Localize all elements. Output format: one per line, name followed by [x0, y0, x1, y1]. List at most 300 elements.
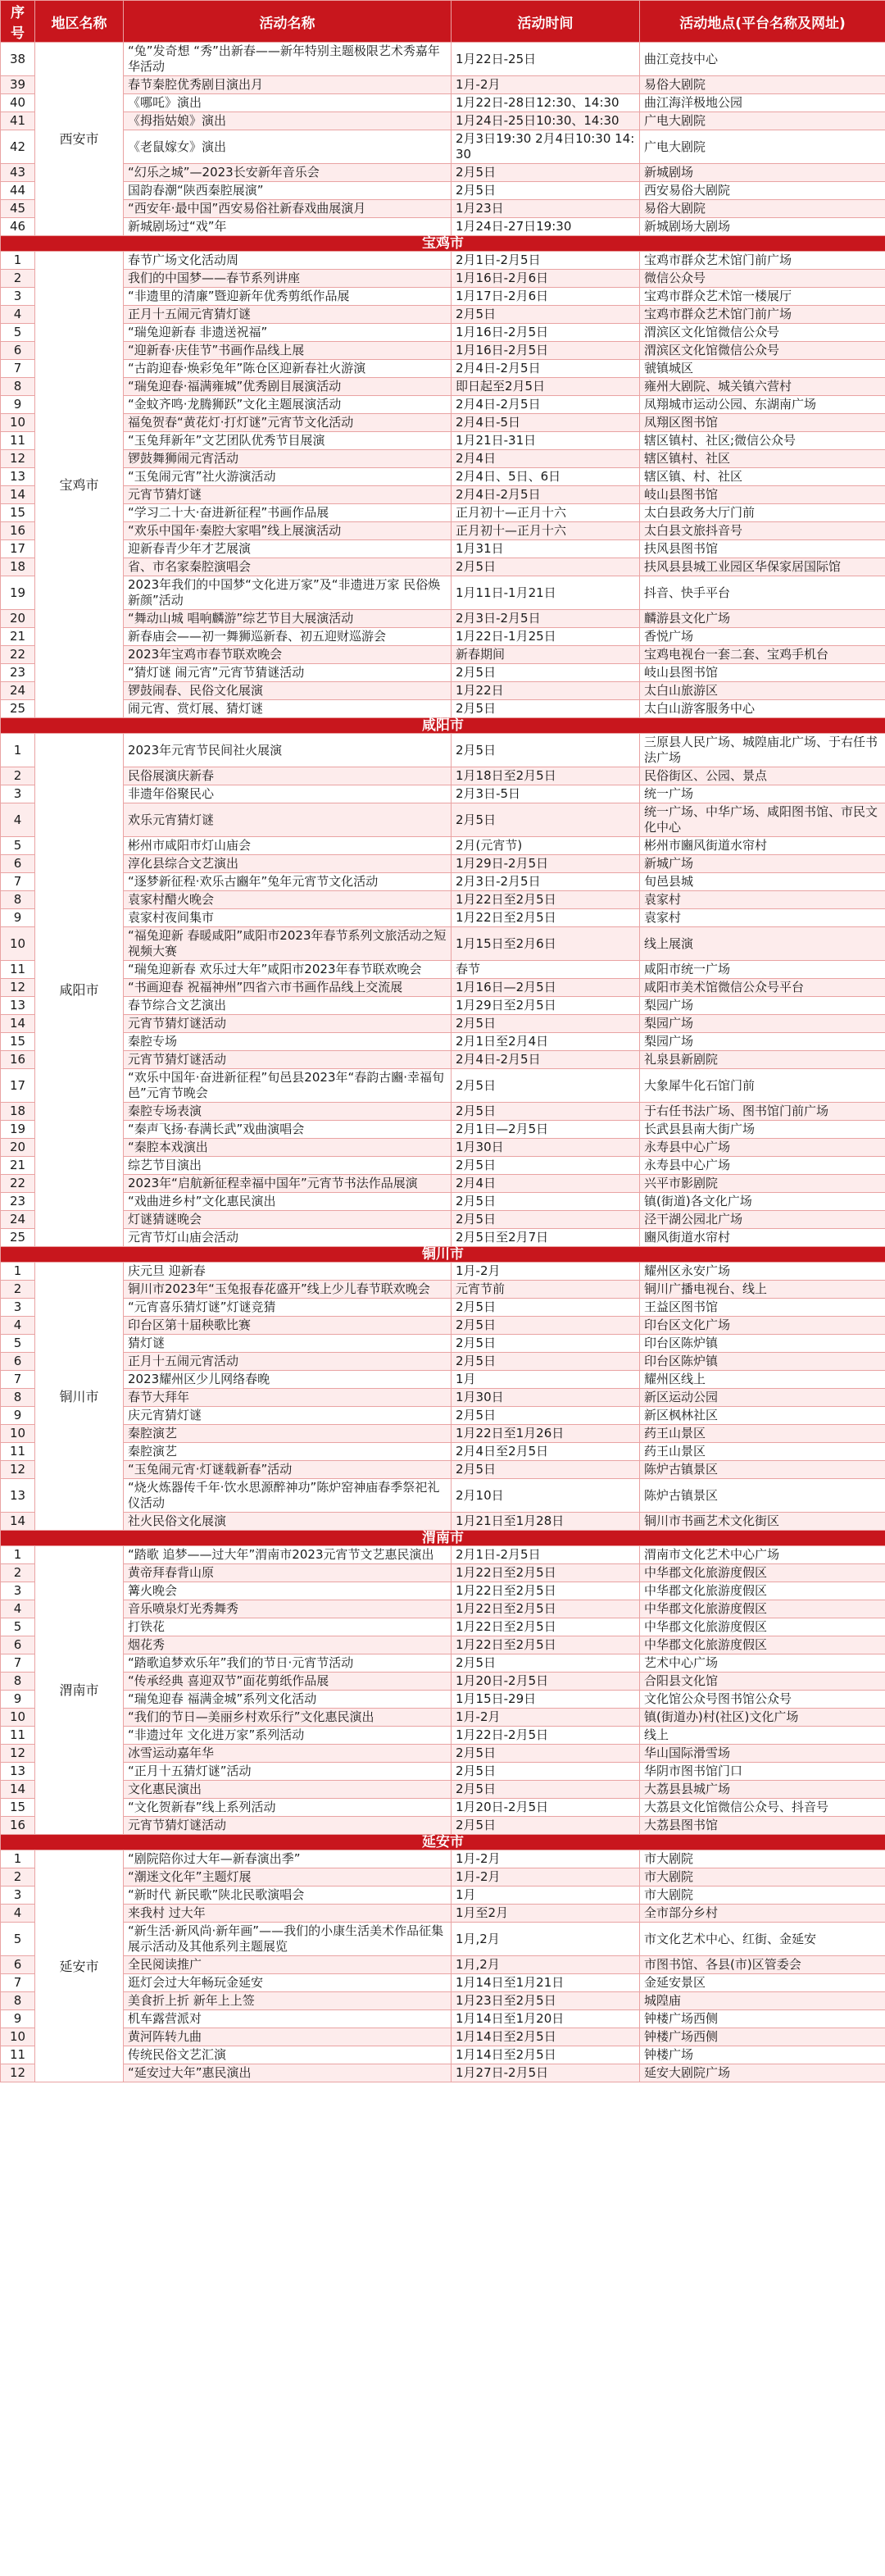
activity-place: 西安易俗大剧院: [640, 182, 885, 200]
activity-place: 中华郡文化旅游度假区: [640, 1636, 885, 1654]
activity-place: 太白县政务大厅门前: [640, 504, 885, 522]
activity-time: 2月1日—2月5日: [452, 1121, 640, 1139]
activity-name: 来我村 过大年: [124, 1905, 452, 1923]
activity-name: 社火民俗文化展演: [124, 1513, 452, 1531]
activity-time: 正月初十—正月十六: [452, 522, 640, 540]
activity-name: “欢乐中国年·秦腔大家唱”线上展演活动: [124, 522, 452, 540]
table-row: [1, 1443, 885, 1461]
activity-time: 1月: [452, 1886, 640, 1905]
row-seq: 16: [1, 522, 35, 540]
activity-name: “剧院陪你过大年—新春演出季”: [124, 1850, 452, 1868]
row-seq: 6: [1, 855, 35, 873]
activity-place: 彬州市豳风街道水帘村: [640, 837, 885, 855]
activity-time: 1月24日-25日10:30、14:30: [452, 112, 640, 130]
row-seq: 12: [1, 1745, 35, 1763]
row-seq: 19: [1, 576, 35, 610]
activity-name: 春节大拜年: [124, 1389, 452, 1407]
table-row: [1, 610, 885, 628]
activity-name: 淳化县综合文艺演出: [124, 855, 452, 873]
activity-name: 春节广场文化活动周: [124, 252, 452, 270]
row-seq: 11: [1, 1727, 35, 1745]
table-row: [1, 504, 885, 522]
activity-time: 1月22日至2月5日: [452, 1564, 640, 1582]
activity-name: “瑞兔迎新春 非遗送祝福”: [124, 324, 452, 342]
activity-time: 1月21日-31日: [452, 432, 640, 450]
table-row: [1, 1407, 885, 1425]
table-row: [1, 979, 885, 997]
activity-time: 正月初十—正月十六: [452, 504, 640, 522]
activity-name: “文化贺新春”线上系列活动: [124, 1799, 452, 1817]
city-heading-row: [1, 1835, 885, 1850]
activity-time: 2月5日: [452, 700, 640, 718]
activity-time: 1月-2月: [452, 1263, 640, 1281]
activity-name: 2023年元宵节民间社火展演: [124, 734, 452, 767]
table-row: [1, 1727, 885, 1745]
activity-time: 1月27日-2月5日: [452, 2064, 640, 2082]
activity-time: 2月5日: [452, 1299, 640, 1317]
table-row: [1, 1229, 885, 1247]
activity-time: 2月5日: [452, 1211, 640, 1229]
table-row: [1, 1763, 885, 1781]
activity-place: 扶风县图书馆: [640, 540, 885, 558]
table-row: [1, 1389, 885, 1407]
activity-name: “舞动山城 唱响麟游”综艺节目大展演活动: [124, 610, 452, 628]
activity-time: 1月31日: [452, 540, 640, 558]
table-row: [1, 1193, 885, 1211]
activity-name: 元宵节猜灯谜活动: [124, 1051, 452, 1069]
activity-name: 冰雪运动嘉年华: [124, 1745, 452, 1763]
activity-time: 2月5日: [452, 803, 640, 837]
activity-name: “玉兔拜新年”文艺团队优秀节目展演: [124, 432, 452, 450]
activity-name: “玉兔闹元宵”社火游演活动: [124, 468, 452, 486]
activity-name: 文化惠民演出: [124, 1781, 452, 1799]
activity-time: 2月3日-5日: [452, 785, 640, 803]
activity-time: 2月4日-2月5日: [452, 396, 640, 414]
activity-time: 2月1日-2月5日: [452, 1546, 640, 1564]
activity-place: 广电大剧院: [640, 130, 885, 164]
row-seq: 6: [1, 342, 35, 360]
header-place: 活动地点(平台名称及网址): [640, 1, 885, 43]
activity-time: 1月16日-2月6日: [452, 270, 640, 288]
row-seq: 4: [1, 306, 35, 324]
activity-name: 元宵节猜灯谜活动: [124, 1015, 452, 1033]
table-row: [1, 1799, 885, 1817]
activity-time: 春节: [452, 961, 640, 979]
activity-time: 2月5日: [452, 1745, 640, 1763]
row-seq: 23: [1, 664, 35, 682]
table-row: [1, 1781, 885, 1799]
activity-time: 1月17日-2月6日: [452, 288, 640, 306]
row-seq: 24: [1, 682, 35, 700]
activity-name: 欢乐元宵猜灯谜: [124, 803, 452, 837]
activity-place: 中华郡文化旅游度假区: [640, 1600, 885, 1618]
row-seq: 9: [1, 909, 35, 927]
activity-name: “新生活·新风尚·新年画”——我们的小康生活美术作品征集展示活动及其他系列主题展览: [124, 1923, 452, 1956]
activity-place: 微信公众号: [640, 270, 885, 288]
activity-place: 永寿县中心广场: [640, 1139, 885, 1157]
activity-time: 1月18日至2月5日: [452, 767, 640, 785]
activity-place: 铜川广播电视台、线上: [640, 1281, 885, 1299]
table-row: [1, 803, 885, 837]
activity-place: 全市部分乡村: [640, 1905, 885, 1923]
activity-time: 2月4日: [452, 450, 640, 468]
activity-time: 1月23日至2月5日: [452, 1992, 640, 2010]
activity-name: 秦腔专场: [124, 1033, 452, 1051]
row-seq: 6: [1, 1353, 35, 1371]
activity-time: 2月1日至2月4日: [452, 1033, 640, 1051]
activity-time: 2月(元宵节): [452, 837, 640, 855]
activity-time: 1月22日至2月5日: [452, 1636, 640, 1654]
activity-place: 城隍庙: [640, 1992, 885, 2010]
region-cell: 咸阳市: [35, 734, 124, 1247]
row-seq: 4: [1, 1317, 35, 1335]
row-seq: 20: [1, 1139, 35, 1157]
region-cell: 宝鸡市: [35, 252, 124, 718]
row-seq: 8: [1, 1673, 35, 1691]
activity-time: 2月5日: [452, 1069, 640, 1103]
table-row: [1, 1121, 885, 1139]
activity-place: 辖区镇村、社区: [640, 450, 885, 468]
row-seq: 14: [1, 1781, 35, 1799]
activity-time: 即日起至2月5日: [452, 378, 640, 396]
activity-name: “书画迎春 祝福神州”四省六市书画作品线上交流展: [124, 979, 452, 997]
table-row: [1, 1033, 885, 1051]
activity-time: 1月22日-1月25日: [452, 628, 640, 646]
activity-time: 1月-2月: [452, 1709, 640, 1727]
activity-time: 1月22日-25日: [452, 43, 640, 76]
city-heading-row: [1, 236, 885, 252]
row-seq: 10: [1, 414, 35, 432]
table-row: [1, 414, 885, 432]
activity-name: “瑞兔迎春·福满雍城”优秀剧目展演活动: [124, 378, 452, 396]
activity-place: 统一广场、中华广场、咸阳图书馆、市民文化中心: [640, 803, 885, 837]
region-cell: 渭南市: [35, 1546, 124, 1835]
table-row: [1, 1868, 885, 1886]
activity-name: 正月十五闹元宵猜灯谜: [124, 306, 452, 324]
row-seq: 3: [1, 785, 35, 803]
row-seq: 2: [1, 1281, 35, 1299]
activity-name: 春节综合文艺演出: [124, 997, 452, 1015]
region-cell: 延安市: [35, 1850, 124, 2082]
activity-time: 1月16日-2月5日: [452, 324, 640, 342]
table-row: [1, 1850, 885, 1868]
row-seq: 16: [1, 1817, 35, 1835]
activity-place: 耀州区线上: [640, 1371, 885, 1389]
row-seq: 13: [1, 468, 35, 486]
activity-name: 机车露营派对: [124, 2010, 452, 2028]
table-row: [1, 1175, 885, 1193]
activity-time: 1月22日-2月5日: [452, 1727, 640, 1745]
activity-place: 泾干湖公园北广场: [640, 1211, 885, 1229]
activity-place: 广电大剧院: [640, 112, 885, 130]
activity-time: 元宵节前: [452, 1281, 640, 1299]
row-seq: 3: [1, 1886, 35, 1905]
activity-time: 2月5日: [452, 182, 640, 200]
activity-place: 咸阳市美术馆微信公众号平台: [640, 979, 885, 997]
table-row: [1, 2028, 885, 2046]
activity-time: 2月5日: [452, 1353, 640, 1371]
table-row: [1, 837, 885, 855]
activity-name: 元宵节猜灯谜: [124, 486, 452, 504]
city-heading: 铜川市: [1, 1247, 885, 1263]
activity-place: 礼泉县新剧院: [640, 1051, 885, 1069]
table-row: [1, 1956, 885, 1974]
row-seq: 8: [1, 1992, 35, 2010]
table-row: [1, 288, 885, 306]
row-seq: 41: [1, 112, 35, 130]
table-row: [1, 576, 885, 610]
table-row: [1, 1546, 885, 1564]
table-row: [1, 43, 885, 76]
activity-name: 秦腔演艺: [124, 1425, 452, 1443]
table-body: [1, 43, 885, 2082]
activity-name: 我们的中国梦——春节系列讲座: [124, 270, 452, 288]
row-seq: 12: [1, 450, 35, 468]
row-seq: 39: [1, 76, 35, 94]
table-row: [1, 1263, 885, 1281]
table-row: [1, 252, 885, 270]
row-seq: 8: [1, 891, 35, 909]
activity-place: 市大剧院: [640, 1886, 885, 1905]
table-row: [1, 182, 885, 200]
table-row: [1, 450, 885, 468]
activity-name: “延安过大年”惠民演出: [124, 2064, 452, 2082]
activity-place: 新城剧场: [640, 164, 885, 182]
header-seq: 序号: [1, 1, 35, 43]
activity-place: 大荔县文化馆微信公众号、抖音号: [640, 1799, 885, 1817]
activity-name: 锣鼓闹春、民俗文化展演: [124, 682, 452, 700]
activity-place: 大荔县图书馆: [640, 1817, 885, 1835]
activity-place: 印台区文化广场: [640, 1317, 885, 1335]
activity-name: 袁家村醋火晚会: [124, 891, 452, 909]
activity-name: 省、市名家秦腔演唱会: [124, 558, 452, 576]
activity-time: 2月5日: [452, 1317, 640, 1335]
row-seq: 9: [1, 396, 35, 414]
activity-time: 2月5日: [452, 1763, 640, 1781]
activity-name: “逐梦新征程·欢乐古豳年”兔年元宵节文化活动: [124, 873, 452, 891]
activity-name: 春节秦腔优秀剧目演出月: [124, 76, 452, 94]
city-heading: 延安市: [1, 1835, 885, 1850]
activity-name: “秦腔本戏演出: [124, 1139, 452, 1157]
activity-name: 新城剧场过“戏”年: [124, 218, 452, 236]
activity-time: 1月22日至2月5日: [452, 1582, 640, 1600]
activity-name: “非遗里的清廉”暨迎新年优秀剪纸作品展: [124, 288, 452, 306]
activity-time: 2月5日: [452, 1157, 640, 1175]
activity-name: 秦腔专场表演: [124, 1103, 452, 1121]
activity-time: 2月5日: [452, 1654, 640, 1673]
activity-place: 统一广场: [640, 785, 885, 803]
activity-time: 1月至2月: [452, 1905, 640, 1923]
row-seq: 16: [1, 1051, 35, 1069]
activity-place: 豳风街道水帘村: [640, 1229, 885, 1247]
activity-time: 1月14日至1月20日: [452, 2010, 640, 2028]
activity-time: 2月4日-2月5日: [452, 360, 640, 378]
activity-time: 1月-2月: [452, 76, 640, 94]
activity-name: 2023年我们的中国梦“文化进万家”及“非遗进万家 民俗焕新颜”活动: [124, 576, 452, 610]
activity-name: “元宵喜乐猜灯谜”灯谜竞猜: [124, 1299, 452, 1317]
activity-place: 雍州大剧院、城关镇六营村: [640, 378, 885, 396]
row-seq: 9: [1, 1691, 35, 1709]
row-seq: 1: [1, 1546, 35, 1564]
row-seq: 8: [1, 1389, 35, 1407]
activity-time: 2月5日: [452, 734, 640, 767]
activity-place: 梨园广场: [640, 1015, 885, 1033]
activity-place: 三原县人民广场、城隍庙北广场、于右任书法广场: [640, 734, 885, 767]
activity-place: 线上展演: [640, 927, 885, 961]
activity-time: 1月14日至2月5日: [452, 2028, 640, 2046]
activity-place: 华山国际滑雪场: [640, 1745, 885, 1763]
activity-time: 2月5日: [452, 664, 640, 682]
activity-time: 1月22日至2月5日: [452, 1600, 640, 1618]
table-row: [1, 785, 885, 803]
table-row: [1, 1371, 885, 1389]
activity-place: 虢镇城区: [640, 360, 885, 378]
row-seq: 8: [1, 378, 35, 396]
row-seq: 42: [1, 130, 35, 164]
activity-name: 非遗年俗聚民心: [124, 785, 452, 803]
activity-place: 渭滨区文化馆微信公众号: [640, 324, 885, 342]
activity-place: 王益区图书馆: [640, 1299, 885, 1317]
activity-name: “传承经典 喜迎双节”面花剪纸作品展: [124, 1673, 452, 1691]
activity-place: 易俗大剧院: [640, 200, 885, 218]
activity-name: 元宵节猜灯谜活动: [124, 1817, 452, 1835]
activity-name: “新时代 新民歌”陕北民歌演唱会: [124, 1886, 452, 1905]
row-seq: 13: [1, 1479, 35, 1513]
activity-place: 中华郡文化旅游度假区: [640, 1618, 885, 1636]
table-row: [1, 1513, 885, 1531]
row-seq: 15: [1, 1033, 35, 1051]
activity-place: 中华郡文化旅游度假区: [640, 1582, 885, 1600]
table-row: [1, 164, 885, 182]
activity-time: 1月22日至2月5日: [452, 891, 640, 909]
row-seq: 6: [1, 1636, 35, 1654]
row-seq: 1: [1, 734, 35, 767]
activity-time: 1月,2月: [452, 1956, 640, 1974]
activity-time: 1月30日: [452, 1389, 640, 1407]
activity-name: 全民阅读推广: [124, 1956, 452, 1974]
table-row: [1, 1886, 885, 1905]
activity-place: 新区运动公园: [640, 1389, 885, 1407]
activity-name: 福兔贺春“黄花灯·打灯谜”元宵节文化活动: [124, 414, 452, 432]
row-seq: 45: [1, 200, 35, 218]
activity-place: 兴平市影剧院: [640, 1175, 885, 1193]
table-row: [1, 218, 885, 236]
activity-time: 2月5日: [452, 1193, 640, 1211]
row-seq: 20: [1, 610, 35, 628]
table-row: [1, 1299, 885, 1317]
activity-time: 1月23日: [452, 200, 640, 218]
activity-name: 秦腔演艺: [124, 1443, 452, 1461]
activity-place: 钟楼广场: [640, 2046, 885, 2064]
table-row: [1, 1103, 885, 1121]
table-row: [1, 1923, 885, 1956]
row-seq: 15: [1, 1799, 35, 1817]
activity-name: 《老鼠嫁女》演出: [124, 130, 452, 164]
activity-place: 钟楼广场西侧: [640, 2010, 885, 2028]
activity-name: 黄帝拜春背山原: [124, 1564, 452, 1582]
activity-place: 梨园广场: [640, 1033, 885, 1051]
row-seq: 46: [1, 218, 35, 236]
table-row: [1, 891, 885, 909]
activity-time: 2月5日: [452, 1817, 640, 1835]
activity-name: 袁家村夜间集市: [124, 909, 452, 927]
activity-time: 1月15日至2月6日: [452, 927, 640, 961]
activity-place: 延安大剧院广场: [640, 2064, 885, 2082]
activity-name: 音乐喷泉灯光秀舞秀: [124, 1600, 452, 1618]
row-seq: 2: [1, 1564, 35, 1582]
activity-place: 香悦广场: [640, 628, 885, 646]
activity-name: “踏歌追梦欢乐年”我们的节日·元宵节活动: [124, 1654, 452, 1673]
activity-name: “正月十五猜灯谜”活动: [124, 1763, 452, 1781]
activity-name: 新春庙会——初一舞狮巡新春、初五迎财巡游会: [124, 628, 452, 646]
activity-name: “踏歌 追梦——过大年”渭南市2023元宵节文艺惠民演出: [124, 1546, 452, 1564]
activity-name: “非遗过年 文化进万家”系列活动: [124, 1727, 452, 1745]
activity-name: 迎新春青少年才艺展演: [124, 540, 452, 558]
row-seq: 5: [1, 837, 35, 855]
activity-time: 1月20日-2月5日: [452, 1799, 640, 1817]
row-seq: 14: [1, 486, 35, 504]
row-seq: 10: [1, 1425, 35, 1443]
activity-name: 2023年宝鸡市春节联欢晚会: [124, 646, 452, 664]
table-row: [1, 927, 885, 961]
activity-name: 打铁花: [124, 1618, 452, 1636]
activity-name: 《哪吒》演出: [124, 94, 452, 112]
activity-name: “猜灯谜 闹元宵”元宵节猜谜活动: [124, 664, 452, 682]
activity-time: 2月5日: [452, 558, 640, 576]
activity-place: 岐山县图书馆: [640, 486, 885, 504]
activity-place: 市大剧院: [640, 1868, 885, 1886]
row-seq: 5: [1, 1335, 35, 1353]
activity-place: 新区枫林社区: [640, 1407, 885, 1425]
activity-time: 1月15日-29日: [452, 1691, 640, 1709]
activity-place: 印台区陈炉镇: [640, 1353, 885, 1371]
activity-name: 庆元旦 迎新春: [124, 1263, 452, 1281]
activity-place: 咸阳市统一广场: [640, 961, 885, 979]
row-seq: 11: [1, 1443, 35, 1461]
header-time: 活动时间: [452, 1, 640, 43]
row-seq: 19: [1, 1121, 35, 1139]
activity-place: 太白县文旅抖音号: [640, 522, 885, 540]
activity-time: 2月5日: [452, 1781, 640, 1799]
activity-place: 镇(街道)各文化广场: [640, 1193, 885, 1211]
activity-place: 于右任书法广场、图书馆门前广场: [640, 1103, 885, 1121]
activity-time: 1月22日至1月26日: [452, 1425, 640, 1443]
activity-name: 元宵节灯山庙会活动: [124, 1229, 452, 1247]
activity-place: 中华郡文化旅游度假区: [640, 1564, 885, 1582]
table-row: [1, 1905, 885, 1923]
table-row: [1, 1636, 885, 1654]
activity-name: 国韵春潮“陕西秦腔展演”: [124, 182, 452, 200]
table-row: [1, 130, 885, 164]
row-seq: 17: [1, 1069, 35, 1103]
activity-time: 2月4日-2月5日: [452, 1051, 640, 1069]
activity-name: “瑞兔迎春 福满金城”系列文化活动: [124, 1691, 452, 1709]
table-row: [1, 1654, 885, 1673]
activity-place: 麟游县文化广场: [640, 610, 885, 628]
row-seq: 23: [1, 1193, 35, 1211]
row-seq: 21: [1, 1157, 35, 1175]
row-seq: 10: [1, 927, 35, 961]
table-row: [1, 1425, 885, 1443]
activity-name: “秦声飞扬·春满长武”戏曲演唱会: [124, 1121, 452, 1139]
activity-time: 1月14日至2月5日: [452, 2046, 640, 2064]
activity-time: 2月4日至2月5日: [452, 1443, 640, 1461]
activity-place: 新城广场: [640, 855, 885, 873]
row-seq: 11: [1, 432, 35, 450]
activity-place: 旬邑县城: [640, 873, 885, 891]
activity-name: 传统民俗文艺汇演: [124, 2046, 452, 2064]
activity-time: 1月: [452, 1371, 640, 1389]
